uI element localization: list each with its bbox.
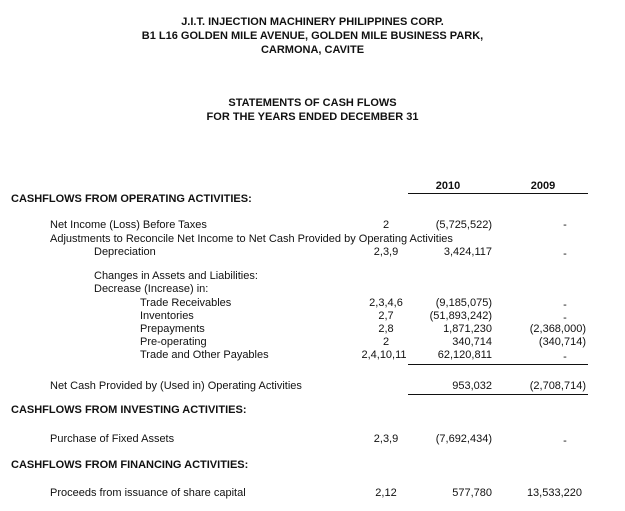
row-note: 2,4,10,11 — [361, 349, 407, 361]
row-value-2009: - — [563, 248, 567, 260]
row-label: Trade and Other Payables — [140, 349, 269, 361]
statement-period: FOR THE YEARS ENDED DECEMBER 31 — [206, 111, 419, 123]
total-underline — [408, 394, 588, 395]
investing-heading: CASHFLOWS FROM INVESTING ACTIVITIES: — [11, 404, 247, 416]
row-value-2010: 577,780 — [452, 487, 492, 499]
row-label: Inventories — [140, 310, 194, 322]
row-label: Trade Receivables — [140, 297, 232, 309]
row-value-2010: (51,893,242) — [429, 310, 492, 322]
row-value-2010: 340,714 — [452, 336, 492, 348]
financing-heading: CASHFLOWS FROM FINANCING ACTIVITIES: — [11, 459, 249, 471]
statement-title: STATEMENTS OF CASH FLOWS — [228, 97, 397, 109]
row-note: 2,8 — [378, 323, 394, 335]
company-address-line2: CARMONA, CAVITE — [260, 44, 365, 56]
row-value-2010: 3,424,117 — [443, 246, 492, 258]
adjustments-label: Adjustments to Reconcile Net Income to Net Cash Provided by Operating Activities — [50, 233, 453, 245]
row-note: 2,7 — [378, 310, 394, 322]
row-note: 2 — [382, 219, 390, 231]
row-value-2009: - — [563, 219, 567, 231]
row-label: Proceeds from issuance of share capital — [50, 487, 246, 499]
row-note: 2 — [382, 336, 390, 348]
row-value-2010: 953,032 — [452, 380, 492, 392]
row-value-2010: 1,871,230 — [443, 323, 492, 335]
row-value-2009: 13,533,220 — [526, 487, 582, 499]
row-value-2009: - — [563, 299, 567, 311]
column-header-2009: 2009 — [530, 180, 556, 192]
row-label: Prepayments — [140, 323, 205, 335]
row-value-2010: (9,185,075) — [435, 297, 492, 309]
row-value-2009: (340,714) — [538, 336, 586, 348]
row-note: 2,3,4,6 — [369, 297, 403, 309]
row-label: Purchase of Fixed Assets — [50, 433, 175, 445]
header-underline — [408, 193, 588, 194]
row-value-2010: (5,725,522) — [435, 219, 492, 231]
row-note: 2,3,9 — [373, 433, 399, 445]
column-header-2010: 2010 — [435, 180, 461, 192]
row-value-2009: (2,708,714) — [529, 380, 586, 392]
row-label: Net Cash Provided by (Used in) Operating Activities — [50, 380, 302, 392]
row-value-2009: (2,368,000) — [529, 323, 586, 335]
row-value-2009: - — [563, 312, 567, 324]
subtotal-underline — [408, 364, 588, 365]
changes-label: Changes in Assets and Liabilities: — [94, 270, 258, 282]
company-name: J.I.T. INJECTION MACHINERY PHILIPPINES CORP. — [181, 16, 444, 28]
row-value-2010: 62,120,811 — [437, 349, 492, 361]
row-value-2010: (7,692,434) — [435, 433, 492, 445]
operating-heading: CASHFLOWS FROM OPERATING ACTIVITIES: — [11, 193, 252, 205]
row-value-2009: - — [563, 435, 567, 447]
company-address-line1: B1 L16 GOLDEN MILE AVENUE, GOLDEN MILE BUSINESS PARK, — [141, 30, 484, 42]
row-value-2009: - — [563, 351, 567, 363]
row-label: Net Income (Loss) Before Taxes — [50, 219, 207, 231]
row-note: 2,3,9 — [373, 246, 399, 258]
row-label: Depreciation — [94, 246, 156, 258]
decrease-label: Decrease (Increase) in: — [94, 283, 209, 295]
row-label: Pre-operating — [140, 336, 207, 348]
row-note: 2,12 — [375, 487, 397, 499]
